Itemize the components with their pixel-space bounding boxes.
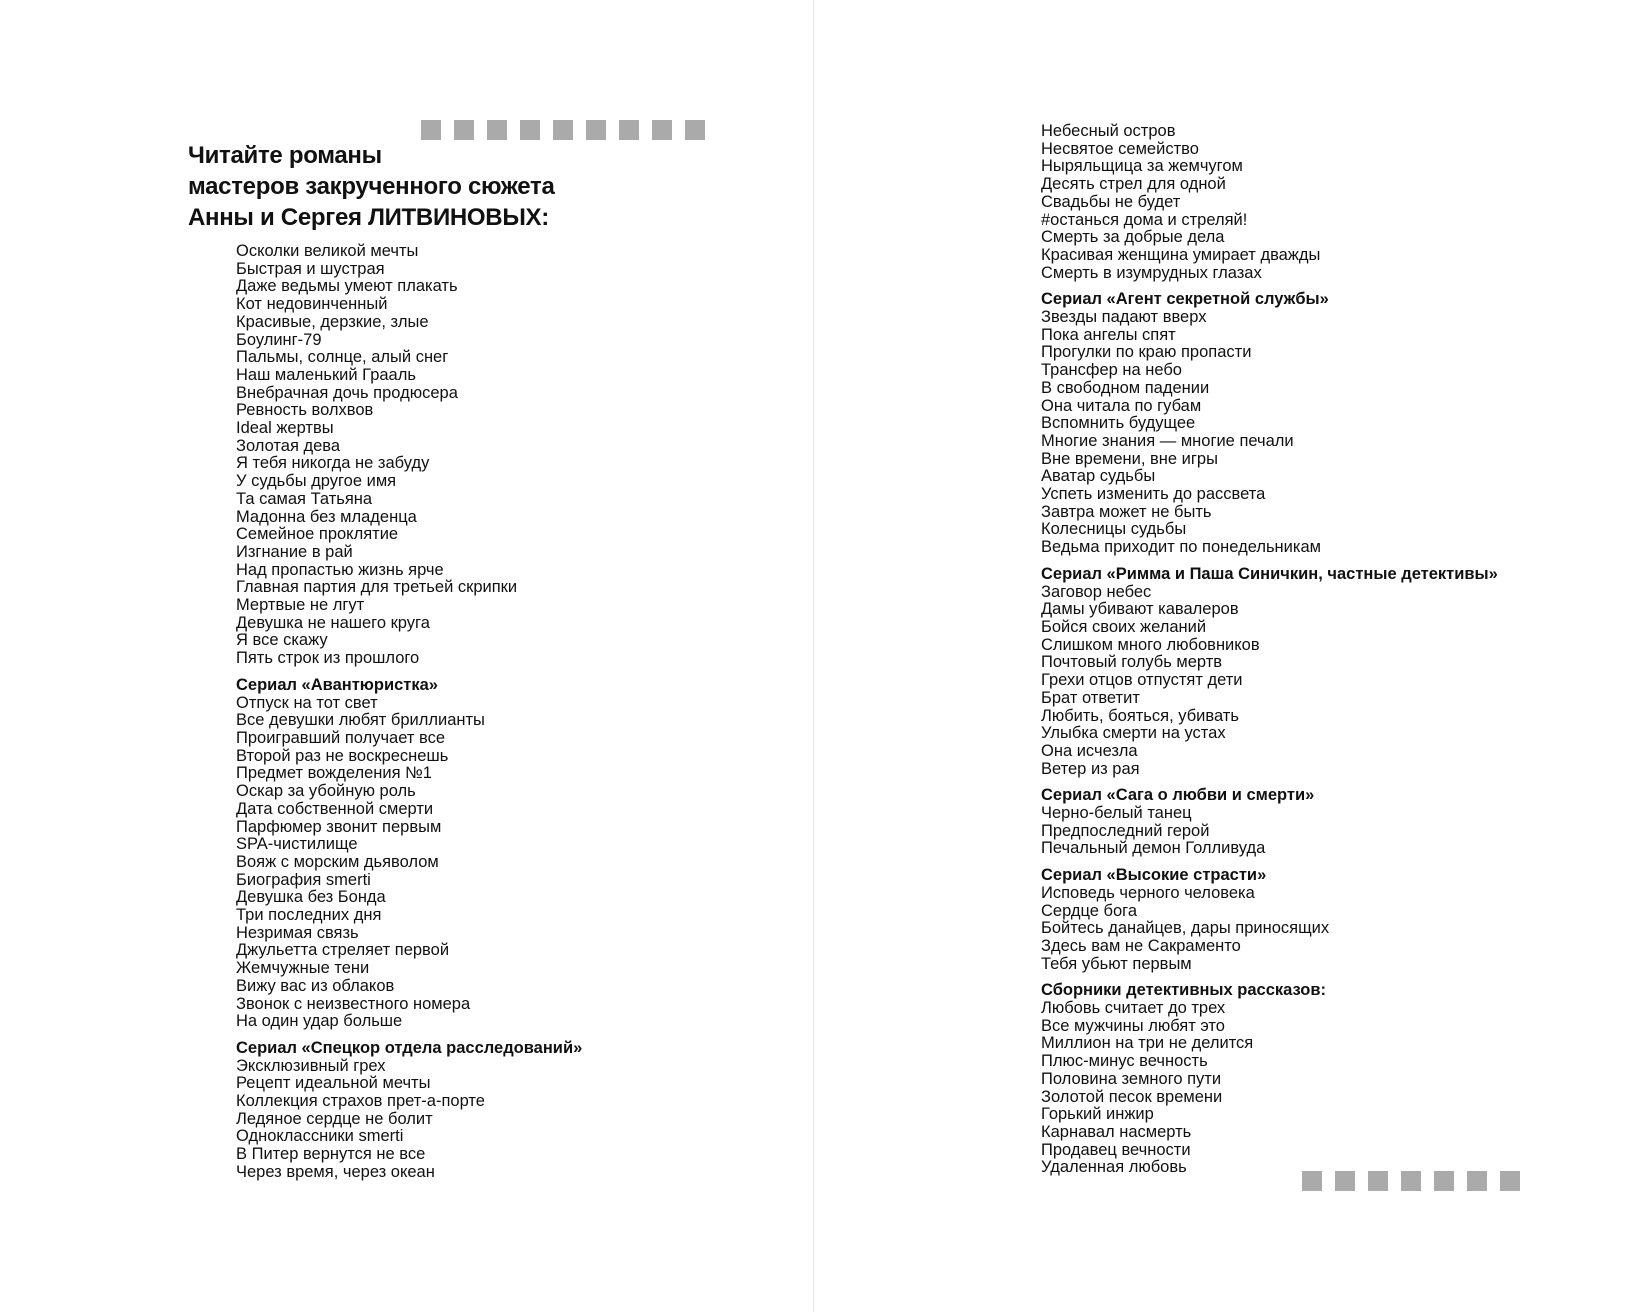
heading-line-3: Анны и Сергея ЛИТВИНОВЫХ:	[188, 204, 549, 231]
book-title: Карнавал насмерть	[1041, 1122, 1192, 1141]
book-title: Заговор небес	[1041, 582, 1152, 601]
decorative-square	[586, 120, 606, 140]
series-title: Сериал «Сага о любви и смерти»	[1041, 786, 1315, 805]
heading-line-2: мастеров закрученного сюжета	[188, 173, 555, 200]
book-title: Она исчезла	[1041, 741, 1138, 760]
book-title: Кот недовинченный	[236, 295, 388, 314]
book-title: Семейное проклятие	[236, 525, 399, 544]
book-title: Мертвые не лгут	[236, 596, 365, 615]
book-title: Свадьбы не будет	[1041, 192, 1181, 211]
book-title: Ideal жертвы	[236, 419, 334, 438]
book-title: Несвятое семейство	[1041, 139, 1199, 158]
book-title: Боулинг-79	[236, 330, 322, 349]
book-title: Пока ангелы спят	[1041, 325, 1176, 344]
book-title: Оскар за убойную роль	[236, 782, 416, 801]
decorative-square	[553, 120, 573, 140]
book-title: Второй раз не воскреснешь	[236, 746, 449, 765]
decorative-square	[1302, 1171, 1322, 1191]
book-title: #останься дома и стреляй!	[1041, 210, 1248, 229]
series-title: Сериал «Агент секретной службы»	[1041, 290, 1329, 309]
book-title: Звонок с неизвестного номера	[236, 994, 471, 1013]
book-title: SPA-чистилище	[236, 835, 358, 854]
book-title: На один удар больше	[236, 1012, 403, 1031]
book-title: Продавец вечности	[1041, 1140, 1191, 1159]
book-title: Вспомнить будущее	[1041, 414, 1196, 433]
decorative-square	[1467, 1171, 1487, 1191]
book-title: Тебя убьют первым	[1041, 954, 1192, 973]
book-title: Даже ведьмы умеют плакать	[236, 277, 458, 296]
book-title: Бойся своих желаний	[1041, 617, 1207, 636]
book-title: Брат ответит	[1041, 688, 1140, 707]
book-title: Все мужчины любят это	[1041, 1016, 1225, 1035]
right-book-list	[1041, 123, 1498, 1177]
series-title: Сериал «Римма и Паша Синичкин, частные детективы»	[1041, 564, 1498, 583]
book-title: Любовь считает до трех	[1041, 999, 1226, 1018]
book-title: Я все скажу	[236, 631, 328, 650]
book-title: Незримая связь	[236, 923, 359, 942]
decorative-square	[454, 120, 474, 140]
decorative-square	[1401, 1171, 1421, 1191]
series-title: Сериал «Высокие страсти»	[1041, 866, 1267, 885]
book-title: Дамы убивают кавалеров	[1041, 600, 1239, 619]
book-title: Золотая дева	[236, 436, 341, 455]
book-title: Удаленная любовь	[1041, 1158, 1187, 1177]
book-title: Звезды падают вверх	[1041, 308, 1207, 327]
book-title: Главная партия для третьей скрипки	[236, 578, 518, 597]
book-title: Почтовый голубь мертв	[1041, 653, 1223, 672]
book-title: В Питер вернутся не все	[236, 1145, 426, 1164]
book-title: Аватар судьбы	[1041, 467, 1156, 486]
book-title: Завтра может не быть	[1041, 502, 1212, 521]
book-title: У судьбы другое имя	[236, 472, 397, 491]
book-title: Десять стрел для одной	[1041, 175, 1226, 194]
book-title: Осколки великой мечты	[236, 242, 419, 260]
book-title: Черно-белый танец	[1041, 804, 1192, 823]
book-title: Ныряльщица за жемчугом	[1041, 157, 1243, 176]
book-title: Ревность волхвов	[236, 401, 374, 420]
book-title: Трансфер на небо	[1041, 361, 1182, 380]
book-title: Прогулки по краю пропасти	[1041, 343, 1252, 362]
book-title: Слишком много любовников	[1041, 635, 1260, 654]
book-title: Отпуск на тот свет	[236, 693, 378, 712]
book-title: Изгнание в рай	[236, 542, 353, 561]
book-title: Быстрая и шустрая	[236, 259, 385, 278]
book-title: Успеть изменить до рассвета	[1041, 485, 1266, 504]
book-title: В свободном падении	[1041, 378, 1210, 397]
book-title: Пальмы, солнце, алый снег	[236, 348, 449, 367]
book-title: Колесницы судьбы	[1041, 520, 1187, 539]
book-title: Небесный остров	[1041, 122, 1176, 140]
book-title: Здесь вам не Сакраменто	[1041, 936, 1241, 955]
book-title: Красивые, дерзкие, злые	[236, 312, 429, 331]
book-title: Джульетта стреляет первой	[236, 941, 450, 960]
book-title: Ведьма приходит по понедельникам	[1041, 538, 1321, 557]
book-group	[1041, 982, 1498, 1177]
book-group	[1041, 867, 1498, 973]
book-title: Грехи отцов отпустят дети	[1041, 671, 1243, 690]
book-title: Дата собственной смерти	[236, 799, 434, 818]
book-title: Проигравший получает все	[236, 728, 445, 747]
book-title: Девушка без Бонда	[236, 888, 386, 907]
book-title: Ледяное сердце не болит	[236, 1109, 433, 1128]
series-title: Сериал «Спецкор отдела расследований»	[236, 1038, 583, 1057]
book-group	[1041, 566, 1498, 778]
decorative-square	[520, 120, 540, 140]
book-title: Золотой песок времени	[1041, 1087, 1223, 1106]
book-title: Предпоследний герой	[1041, 821, 1210, 840]
book-title: Парфюмер звонит первым	[236, 817, 442, 836]
decorative-square	[421, 120, 441, 140]
book-title: Пять строк из прошлого	[236, 649, 420, 668]
book-title: Жемчужные тени	[236, 959, 370, 978]
book-title: Она читала по губам	[1041, 396, 1202, 415]
decorative-squares-bottom	[1302, 1171, 1520, 1191]
book-title: Печальный демон Голливуда	[1041, 839, 1266, 858]
book-title: Горький инжир	[1041, 1105, 1154, 1124]
book-title: Многие знания — многие печали	[1041, 431, 1294, 450]
decorative-square	[1335, 1171, 1355, 1191]
book-title: Плюс-минус вечность	[1041, 1052, 1208, 1071]
book-title: Красивая женщина умирает дважды	[1041, 245, 1321, 264]
book-title: Ветер из рая	[1041, 759, 1140, 778]
left-book-list	[236, 243, 582, 1182]
book-title: Я тебя никогда не забуду	[236, 454, 430, 473]
decorative-square	[619, 120, 639, 140]
decorative-square	[652, 120, 672, 140]
book-group	[236, 677, 582, 1031]
book-group	[1041, 123, 1498, 282]
book-title: Бойтесь данайцев, дары приносящих	[1041, 919, 1330, 938]
book-title: Эксклюзивный грех	[236, 1056, 386, 1075]
book-title: Три последних дня	[236, 906, 382, 925]
book-title: Вне времени, вне игры	[1041, 449, 1218, 468]
book-title: Девушка не нашего круга	[236, 613, 430, 632]
decorative-square	[487, 120, 507, 140]
page-gutter	[813, 0, 814, 1312]
book-title: Внебрачная дочь продюсера	[236, 383, 458, 402]
decorative-squares-top	[421, 120, 705, 140]
book-group	[236, 243, 582, 668]
book-title: Смерть за добрые дела	[1041, 228, 1225, 247]
decorative-square	[685, 120, 705, 140]
book-title: Улыбка смерти на устах	[1041, 724, 1226, 743]
book-title: Одноклассники smerti	[236, 1127, 404, 1146]
book-group	[1041, 787, 1498, 858]
book-title: Предмет вожделения №1	[236, 764, 432, 783]
book-title: Мадонна без младенца	[236, 507, 417, 526]
heading-line-1: Читайте романы	[188, 142, 382, 169]
book-title: Через время, через океан	[236, 1162, 435, 1181]
book-title: Все девушки любят бриллианты	[236, 711, 485, 730]
book-title: Миллион на три не делится	[1041, 1034, 1254, 1053]
decorative-square	[1500, 1171, 1520, 1191]
series-title: Сериал «Авантюристка»	[236, 675, 438, 694]
book-title: Половина земного пути	[1041, 1069, 1222, 1088]
book-title: Сердце бога	[1041, 901, 1138, 920]
decorative-square	[1368, 1171, 1388, 1191]
series-title: Сборники детективных рассказов:	[1041, 981, 1327, 1000]
book-group	[1041, 291, 1498, 557]
book-title: Та самая Татьяна	[236, 489, 373, 508]
book-title: Вижу вас из облаков	[236, 976, 395, 995]
book-title: Исповедь черного человека	[1041, 883, 1255, 902]
decorative-square	[1434, 1171, 1454, 1191]
book-title: Любить, бояться, убивать	[1041, 706, 1239, 725]
book-title: Коллекция страхов прет-а-порте	[236, 1092, 485, 1111]
book-title: Рецепт идеальной мечты	[236, 1074, 431, 1093]
book-title: Наш маленький Грааль	[236, 365, 416, 384]
book-title: Над пропастью жизнь ярче	[236, 560, 444, 579]
book-title: Смерть в изумрудных глазах	[1041, 263, 1262, 282]
book-title: Вояж с морским дьяволом	[236, 852, 439, 871]
book-title: Биография smerti	[236, 870, 371, 889]
book-group	[236, 1040, 582, 1182]
page-heading	[188, 140, 555, 233]
